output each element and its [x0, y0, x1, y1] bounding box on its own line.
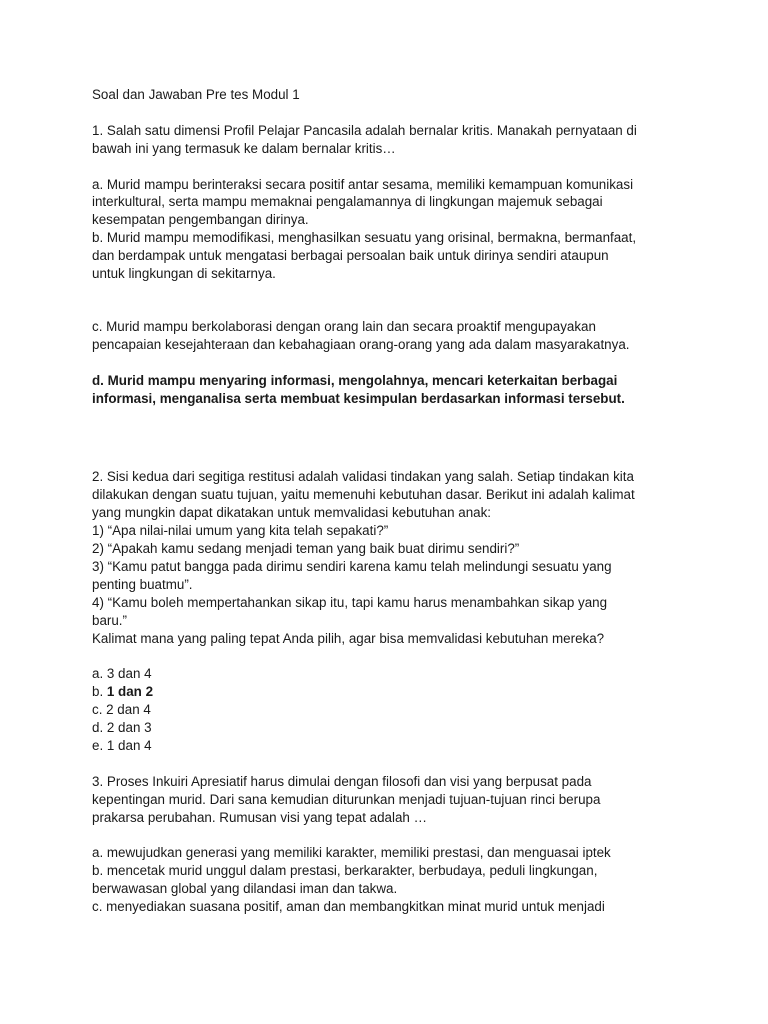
stem-line: penting buatmu”.: [92, 576, 193, 592]
stem-line: 3. Proses Inkuiri Apresiatif harus dimulai dengan filosofi dan visi yang berpusat pada: [92, 773, 592, 789]
stem-line: 3) “Kamu patut bangga pada dirimu sendiri karena kamu telah melindungi sesuatu yang: [92, 558, 612, 574]
stem-line: bawah ini yang termasuk ke dalam bernalar kritis…: [92, 140, 396, 156]
option-line: b. Murid mampu memodifikasi, menghasilkan sesuatu yang orisinal, bermakna, bermanfaat,: [92, 230, 637, 246]
option-a: [92, 176, 692, 230]
option-b: [92, 229, 692, 283]
option-d: d. 2 dan 3: [92, 720, 152, 736]
stem-line: 2. Sisi kedua dari segitiga restitusi adalah validasi tindakan yang salah. Setiap tindakan kita: [92, 469, 634, 485]
option-line: pencapaian kesejahteraan dan kebahagiaan orang-orang yang ada dalam masyarakatnya.: [92, 336, 630, 352]
option-line: d. Murid mampu menyaring informasi, mengolahnya, mencari keterkaitan berbagai: [92, 372, 618, 388]
question-2: [92, 468, 692, 754]
document-page: [92, 86, 692, 916]
option-d-correct-answer: [92, 372, 692, 408]
option-line: b. mencetak murid unggul dalam prestasi, berkarakter, berbudaya, peduli lingkungan,: [92, 863, 598, 879]
option-b-prefix: b.: [92, 684, 107, 700]
option-a: a. 3 dan 4: [92, 666, 152, 682]
stem-line: yang mungkin dapat dikatakan untuk memvalidasi kebutuhan anak:: [92, 505, 491, 521]
option-c: c. 2 dan 4: [92, 702, 151, 718]
option-line: c. Murid mampu berkolaborasi dengan orang lain dan secara proaktif mengupayakan: [92, 318, 596, 334]
option-line: untuk lingkungan di sekitarnya.: [92, 266, 276, 282]
question-1-stem: [92, 122, 692, 158]
option-line: kesempatan pengembangan dirinya.: [92, 212, 309, 228]
stem-line: 2) “Apakah kamu sedang menjadi teman yang baik buat dirimu sendiri?”: [92, 540, 520, 556]
question-1: [92, 122, 692, 408]
stem-line: 4) “Kamu boleh mempertahankan sikap itu, tapi kamu harus menambahkan sikap yang: [92, 594, 608, 610]
option-line: informasi, menganalisa serta membuat kesimpulan berdasarkan informasi tersebut.: [92, 390, 625, 406]
option-line: a. Murid mampu berinteraksi secara positif antar sesama, memiliki kemampuan komunikasi: [92, 176, 634, 192]
option-a: a. mewujudkan generasi yang memiliki karakter, memiliki prestasi, dan menguasai iptek: [92, 845, 611, 861]
document-title: Soal dan Jawaban Pre tes Modul 1: [92, 87, 300, 102]
option-b: [92, 862, 692, 898]
stem-line: Kalimat mana yang paling tepat Anda pilih, agar bisa memvalidasi kebutuhan mereka?: [92, 630, 605, 646]
stem-line: kepentingan murid. Dari sana kemudian diturunkan menjadi tujuan-tujuan rinci berupa: [92, 791, 601, 807]
option-line: interkultural, serta mampu memaknai pengalamannya di lingkungan majemuk sebagai: [92, 194, 603, 210]
stem-line: prakarsa perubahan. Rumusan visi yang tepat adalah …: [92, 809, 427, 825]
option-c: [92, 318, 692, 354]
option-line: berwawasan global yang dilandasi iman dan takwa.: [92, 881, 398, 897]
option-b: [92, 683, 692, 701]
stem-line: baru.”: [92, 612, 127, 628]
stem-line: dilakukan dengan suatu tujuan, yaitu memenuhi kebutuhan dasar. Berikut ini adalah kalimat: [92, 487, 635, 503]
option-line: dan berdampak untuk mengatasi berbagai persoalan baik untuk dirinya sendiri ataupun: [92, 248, 609, 264]
question-3-stem: [92, 773, 692, 827]
question-3: [92, 773, 692, 916]
option-e: e. 1 dan 4: [92, 737, 152, 753]
option-c: c. menyediakan suasana positif, aman dan membangkitkan minat murid untuk menjadi: [92, 899, 605, 915]
stem-line: 1. Salah satu dimensi Profil Pelajar Pancasila adalah bernalar kritis. Manakah pernyataan di: [92, 122, 637, 138]
stem-line: 1) “Apa nilai-nilai umum yang kita telah sepakati?”: [92, 523, 389, 539]
option-b-correct-answer: 1 dan 2: [106, 684, 154, 700]
question-2-stem: [92, 468, 692, 647]
